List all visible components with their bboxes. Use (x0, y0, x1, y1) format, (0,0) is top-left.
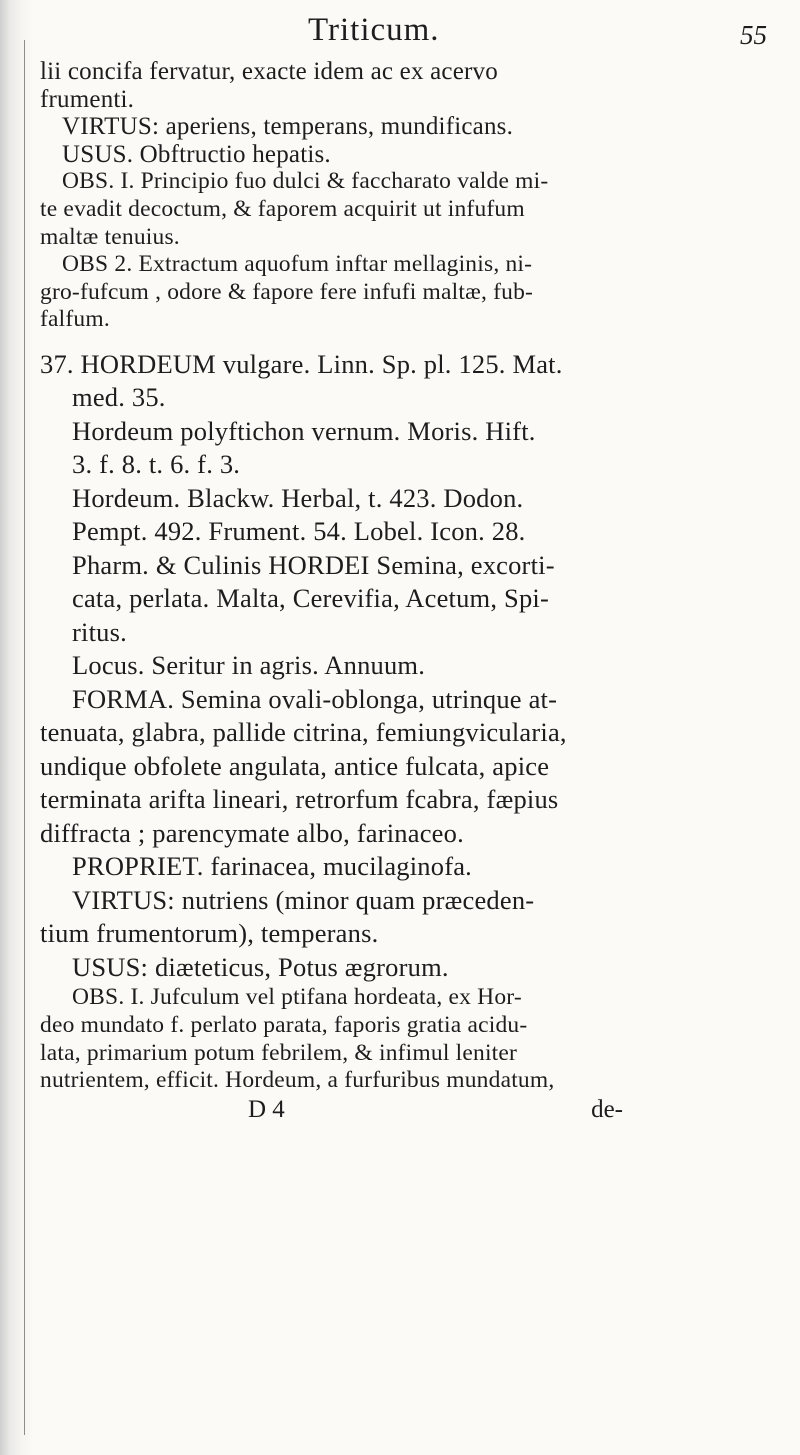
text-line: frumenti. (40, 85, 135, 113)
text-line: OBS 2. Extractum aquofum inftar mellaginis, ni- (62, 251, 533, 278)
text-line: Hordeum polyftichon vernum. Moris. Hift. (72, 415, 536, 446)
text-line: cata, perlata. Malta, Cerevifia, Acetum, Spi- (72, 583, 549, 614)
gutter-edge-line (24, 40, 25, 1435)
running-title: Triticum. (308, 12, 440, 48)
text-line: Pempt. 492. Frument. 54. Lobel. Icon. 28. (72, 516, 526, 547)
text-line: Pharm. & Culinis HORDEI Semina, excorti- (72, 549, 555, 580)
page-footer (40, 1095, 775, 1125)
text-line: OBS. I. Principio fuo dulci & faccharato valde mi- (62, 168, 549, 195)
text-line: VIRTUS: nutriens (minor quam præceden- (72, 884, 535, 915)
text-line: nutrientem, efficit. Hordeum, a furfuribus mundatum, (40, 1067, 555, 1094)
text-line: USUS. Obftructio hepatis. (62, 140, 331, 168)
text-line: ritus. (72, 616, 127, 647)
text-line: deo mundato f. perlato parata, faporis gratia acidu- (40, 1012, 528, 1039)
page-number: 55 (740, 20, 767, 50)
block-gap (40, 334, 775, 348)
text-line: gro-fufcum , odore & fapore fere infufi maltæ, fub- (40, 278, 534, 305)
text-line: terminata arifta lineari, retrorfum fcabra, fæpius (40, 784, 559, 815)
page (40, 0, 775, 1125)
text-body (40, 58, 775, 1095)
text-line: Locus. Seritur in agris. Annuum. (72, 650, 426, 681)
text-line: med. 35. (72, 382, 166, 413)
text-line: 37. HORDEUM vulgare. Linn. Sp. pl. 125. Mat. (40, 348, 563, 379)
text-line: VIRTUS: aperiens, temperans, mundificans. (62, 113, 514, 141)
text-line: undique obfolete angulata, antice fulcata, apice (40, 750, 550, 781)
text-line: te evadit decoctum, & faporem acquirit ut infufum (40, 195, 525, 222)
text-line: lii concifa fervatur, exacte idem ac ex acervo (40, 58, 498, 85)
text-line: Hordeum. Blackw. Herbal, t. 423. Dodon. (72, 482, 524, 513)
catchword: de- (591, 1095, 623, 1123)
page-header (40, 0, 775, 58)
text-line: FORMA. Semina ovali-oblonga, utrinque at- (72, 683, 558, 714)
text-line: USUS: diæteticus, Potus ægrorum. (72, 951, 449, 982)
text-line: OBS. I. Jufculum vel ptifana hordeata, ex Hor- (72, 984, 522, 1011)
signature-mark: D 4 (248, 1095, 285, 1123)
text-line: 3. f. 8. t. 6. f. 3. (72, 449, 241, 480)
text-line: PROPRIET. farinacea, mucilaginofa. (72, 851, 473, 882)
text-line: falfum. (40, 306, 110, 333)
text-line: tenuata, glabra, pallide citrina, femiungvicularia, (40, 717, 567, 748)
text-line: maltæ tenuius. (40, 223, 180, 250)
text-line: diffracta ; parencymate albo, farinaceo. (40, 817, 464, 848)
text-line: lata, primarium potum febrilem, & infimul leniter (40, 1039, 518, 1066)
book-gutter (0, 0, 34, 1455)
text-line: tium frumentorum), temperans. (40, 918, 379, 949)
